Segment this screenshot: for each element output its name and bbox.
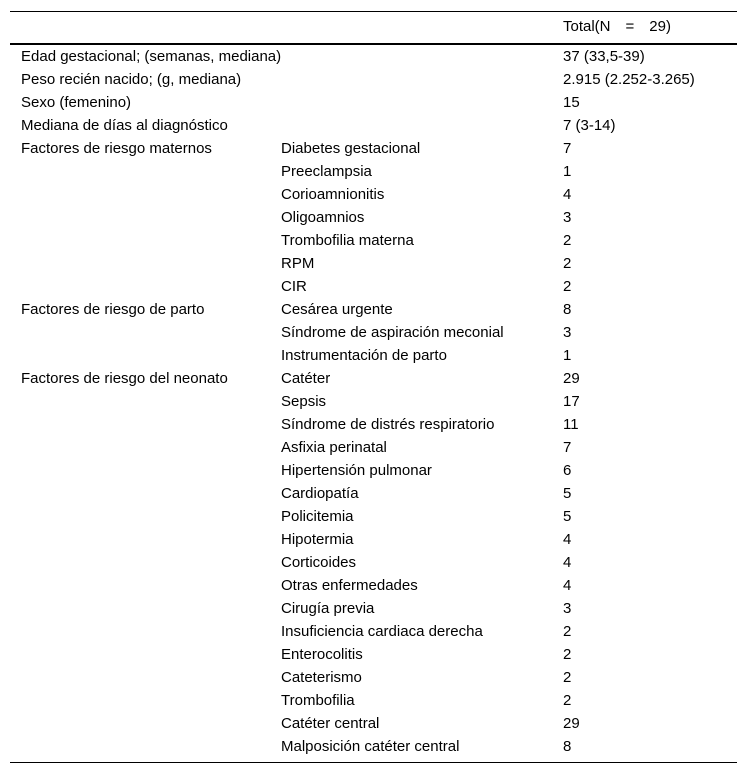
row-value: 29 [563, 715, 580, 732]
row-value: 15 [563, 94, 580, 111]
row-factor: Cateterismo [281, 669, 362, 686]
row-value: 2 [563, 255, 572, 272]
table-row [10, 344, 737, 367]
row-value: 7 [563, 439, 572, 456]
table-row [10, 275, 737, 298]
table-row [10, 45, 737, 68]
row-factor: Diabetes gestacional [281, 140, 421, 157]
row-value: 7 (3-14) [563, 117, 616, 134]
row-factor: Insuficiencia cardiaca derecha [281, 623, 483, 640]
row-category: Factores de riesgo de parto [21, 301, 205, 318]
row-value: 6 [563, 462, 572, 479]
row-factor: Sepsis [281, 393, 327, 410]
row-value: 37 (33,5-39) [563, 48, 645, 65]
table-row [10, 597, 737, 620]
table-row [10, 689, 737, 712]
table-row [10, 666, 737, 689]
row-factor: Catéter [281, 370, 331, 387]
row-category: Sexo (femenino) [21, 94, 132, 111]
row-category: Edad gestacional; (semanas, mediana) [21, 48, 282, 65]
row-value: 3 [563, 600, 572, 617]
row-factor: Asfixia perinatal [281, 439, 387, 456]
row-value: 5 [563, 508, 572, 525]
row-factor: Preeclampsia [281, 163, 372, 180]
row-value: 3 [563, 209, 572, 226]
row-value: 4 [563, 531, 572, 548]
row-value: 8 [563, 301, 572, 318]
table-row [10, 413, 737, 436]
row-value: 2 [563, 623, 572, 640]
row-factor: Enterocolitis [281, 646, 363, 663]
row-value: 4 [563, 186, 572, 203]
table-row [10, 183, 737, 206]
table-row [10, 252, 737, 275]
row-factor: Instrumentación de parto [281, 347, 447, 364]
row-factor: Catéter central [281, 715, 380, 732]
row-value: 7 [563, 140, 572, 157]
row-factor: Síndrome de aspiración meconial [281, 324, 504, 341]
table-row [10, 459, 737, 482]
row-value: 2 [563, 669, 572, 686]
row-category: Factores de riesgo maternos [21, 140, 212, 157]
row-value: 2 [563, 646, 572, 663]
table-row [10, 137, 737, 160]
row-value: 4 [563, 554, 572, 571]
row-value: 1 [563, 163, 572, 180]
table-row [10, 206, 737, 229]
row-value: 17 [563, 393, 580, 410]
row-value: 3 [563, 324, 572, 341]
row-value: 11 [563, 416, 579, 433]
table-row [10, 505, 737, 528]
table-row [10, 482, 737, 505]
table-row [10, 712, 737, 735]
row-factor: CIR [281, 278, 307, 295]
row-factor: Cesárea urgente [281, 301, 393, 318]
table-row [10, 367, 737, 390]
row-value: 29 [563, 370, 580, 387]
row-category: Factores de riesgo del neonato [21, 370, 228, 387]
table-body [10, 45, 737, 758]
row-value: 4 [563, 577, 572, 594]
row-factor: Hipertensión pulmonar [281, 462, 432, 479]
row-factor: Policitemia [281, 508, 354, 525]
row-factor: Hipotermia [281, 531, 354, 548]
row-factor: Cirugía previa [281, 600, 375, 617]
table-row [10, 91, 737, 114]
table-row [10, 68, 737, 91]
row-value: 2.915 (2.252-3.265) [563, 71, 695, 88]
table-row [10, 528, 737, 551]
table-row [10, 114, 737, 137]
table-row [10, 229, 737, 252]
row-factor: Corticoides [281, 554, 357, 571]
table-row [10, 298, 737, 321]
header-total: Total(N = 29) [563, 18, 671, 35]
row-factor: Corioamnionitis [281, 186, 385, 203]
row-value: 2 [563, 278, 572, 295]
row-value: 5 [563, 485, 572, 502]
row-value: 1 [563, 347, 572, 364]
row-factor: Malposición catéter central [281, 738, 460, 755]
table-row [10, 160, 737, 183]
row-factor: Otras enfermedades [281, 577, 418, 594]
row-factor: RPM [281, 255, 315, 272]
table-row [10, 620, 737, 643]
table-row [10, 390, 737, 413]
table-row [10, 551, 737, 574]
row-factor: Cardiopatía [281, 485, 359, 502]
table-bottom-rule [10, 762, 737, 763]
row-factor: Trombofilia [281, 692, 355, 709]
table-row [10, 321, 737, 344]
table-row [10, 574, 737, 597]
table-row [10, 735, 737, 758]
row-category: Mediana de días al diagnóstico [21, 117, 228, 134]
table-row [10, 436, 737, 459]
table-row [10, 643, 737, 666]
row-value: 2 [563, 692, 572, 709]
row-factor: Oligoamnios [281, 209, 365, 226]
row-factor: Trombofilia materna [281, 232, 414, 249]
row-factor: Síndrome de distrés respiratorio [281, 416, 495, 433]
row-value: 2 [563, 232, 572, 249]
row-value: 8 [563, 738, 572, 755]
row-category: Peso recién nacido; (g, mediana) [21, 71, 242, 88]
